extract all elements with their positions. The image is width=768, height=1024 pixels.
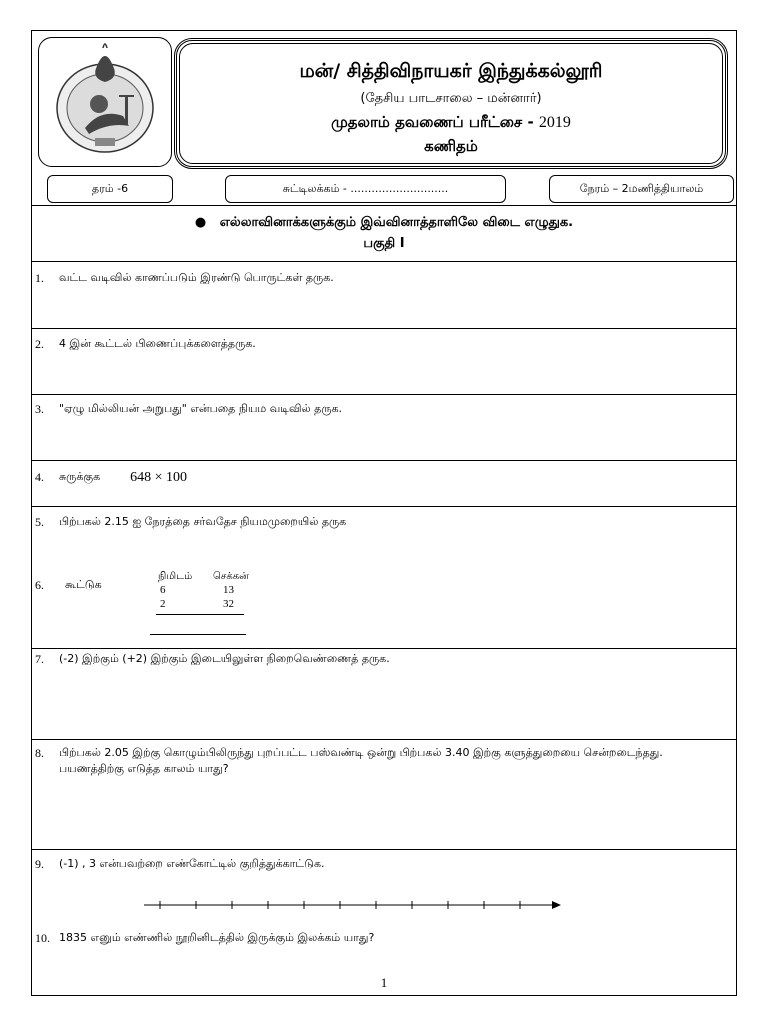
question-text: 4 இன் கூட்டல் பிணைப்புக்களைத்தருக. <box>59 337 256 350</box>
question-text: (-1) , 3 என்பவற்றை எண்கோட்டில் குறித்துக்காட்டுக. <box>59 857 325 870</box>
divider <box>31 739 737 740</box>
index-box[interactable]: சுட்டிலக்கம் - ............................ <box>225 175 506 203</box>
exam-name <box>174 113 728 133</box>
question-number: 9. <box>35 857 44 871</box>
question-number: 8. <box>35 746 44 760</box>
sum-line <box>156 614 244 615</box>
question-9 <box>35 856 325 873</box>
divider <box>31 506 737 507</box>
school-type: (தேசிய பாடசாலை – மன்னார்) <box>360 91 542 106</box>
answer-line <box>150 634 246 635</box>
question-10 <box>35 930 374 947</box>
question-number: 7. <box>35 652 44 666</box>
question-text: பிற்பகல் 2.05 இற்கு கொழும்பிலிருந்து புறப்பட்ட பஸ்வண்டி ஒன்று பிற்பகல் 3.40 இற்கு களுத்துறையை சென்றடைந்தது. பயணத்திற்கு எடுத்த காலம் யாது? <box>59 746 663 775</box>
exam-name-text: முதலாம் தவணைப் பரீட்சை - <box>331 113 539 131</box>
logo-box <box>38 37 172 167</box>
table-cell: 13 <box>223 584 234 596</box>
grade-box: தரம் -6 <box>47 175 173 203</box>
question-text: சுருக்குக <box>59 470 101 483</box>
question-text: பிற்பகல் 2.15 ஐ நேரத்தை சர்வதேச நியமமுறையில் தருக <box>59 515 347 528</box>
question-4 <box>35 469 187 486</box>
question-number: 5. <box>35 515 44 529</box>
divider <box>31 328 737 329</box>
question-number: 3. <box>35 402 44 416</box>
subject: கணிதம் <box>424 137 478 155</box>
divider <box>31 849 737 850</box>
question-5 <box>35 514 346 531</box>
divider <box>31 205 737 206</box>
divider <box>31 460 737 461</box>
instruction-text: எல்லாவினாக்களுக்கும் இவ்வினாத்தாளிலே விடை எழுதுக. <box>219 215 574 230</box>
part-label: பகுதி I <box>363 236 405 251</box>
school-logo-icon <box>39 38 171 166</box>
question-text: வட்ட வடிவில் காணப்படும் இரண்டு பொருட்கள் தருக. <box>59 271 334 284</box>
question-text: "ஏழு மில்லியன் அறுபது" என்பதை நியம வடிவில் தருக. <box>59 402 343 415</box>
question-1 <box>35 270 334 287</box>
question-6 <box>35 577 102 594</box>
bullet-icon: ● <box>194 215 220 230</box>
question-number: 10. <box>35 931 50 945</box>
table-header-minutes: நிமிடம் <box>158 571 193 582</box>
question-text: 1835 எனும் எண்ணில் நூறினிடத்தில் இருக்கும் இலக்கம் யாது? <box>59 931 375 944</box>
question-number: 1. <box>35 271 44 285</box>
question-number: 4. <box>35 470 44 484</box>
exam-year: 2019 <box>538 114 571 131</box>
question-3 <box>35 401 342 418</box>
divider <box>31 394 737 395</box>
question-7 <box>35 651 390 668</box>
school-name: மன்/ சித்திவிநாயகர் இந்துக்கல்லூரி <box>299 60 603 82</box>
question-number: 2. <box>35 337 44 351</box>
instruction <box>31 215 737 231</box>
question-2 <box>35 336 256 353</box>
page-number: 1 <box>380 975 388 990</box>
table-cell: 6 <box>160 584 166 596</box>
question-number: 6. <box>35 578 44 592</box>
number-line <box>140 896 566 914</box>
table-header-seconds: செக்கன் <box>213 571 249 582</box>
question-text: (-2) இற்கும் (+2) இற்கும் இடையிலுள்ள நிறைவெண்ணைத் தருக. <box>59 652 390 665</box>
question-8 <box>35 745 719 777</box>
divider <box>31 261 737 262</box>
question-text: கூட்டுக <box>65 578 102 591</box>
arrow-icon <box>552 901 561 909</box>
divider <box>31 648 737 649</box>
table-cell: 2 <box>160 598 166 610</box>
math-expression: 648 × 100 <box>130 470 188 485</box>
time-box: நேரம் – 2மணித்தியாலம் <box>549 175 734 203</box>
table-cell: 32 <box>223 598 234 610</box>
